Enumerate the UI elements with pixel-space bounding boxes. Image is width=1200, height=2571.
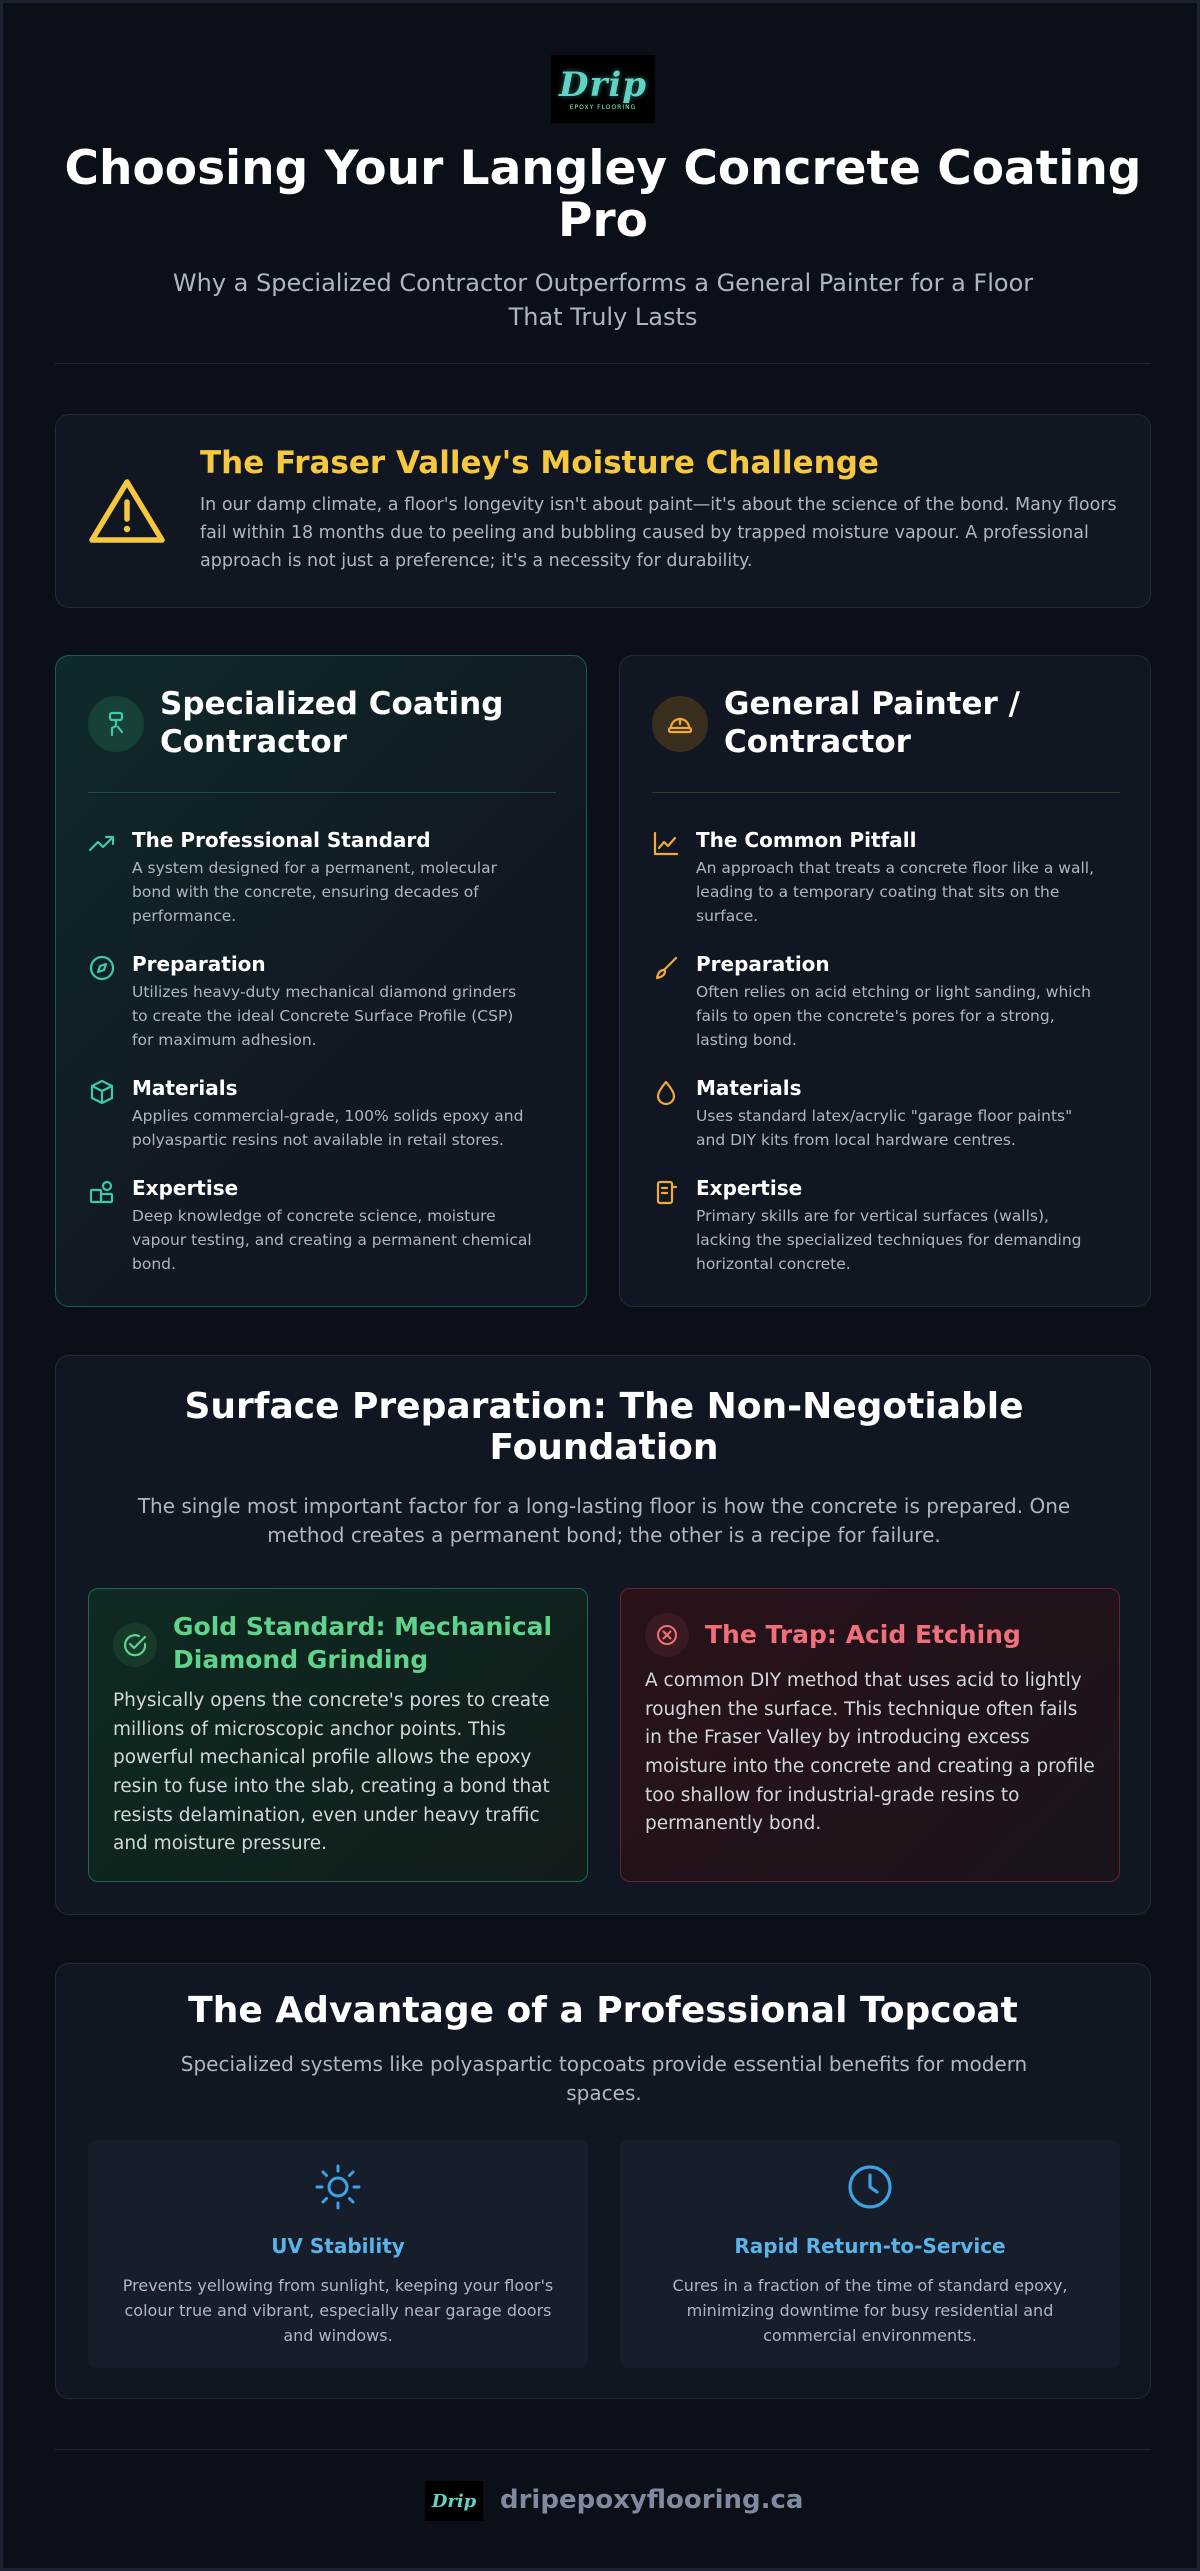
specialized-divider <box>88 792 556 793</box>
x-circle-icon <box>645 1613 689 1657</box>
logo-word: Drip <box>558 64 648 105</box>
moisture-title: The Fraser Valley's Moisture Challenge <box>200 445 879 481</box>
topcoat-card <box>55 1963 1151 2399</box>
item-text: Applies commercial-grade, 100% solids epoxy and polyaspartic resins not available in retail stores. <box>132 1107 524 1150</box>
warning-triangle-icon <box>88 477 166 549</box>
footer-divider <box>55 2449 1151 2450</box>
gold-standard-title: Gold Standard: Mechanical Diamond Grinding <box>173 1612 553 1674</box>
brush-icon <box>652 954 680 982</box>
item-text: Utilizes heavy-duty mechanical diamond grinders to create the ideal Concrete Surface Profile (CSP) for maximum adhesion. <box>132 983 517 1050</box>
feature-uv <box>88 2140 588 2368</box>
specialized-column <box>55 655 587 1307</box>
trap-title: The Trap: Acid Etching <box>705 1620 1021 1649</box>
trap-card <box>620 1588 1120 1882</box>
feature-rapid-text: Cures in a fraction of the time of standard epoxy, minimizing downtime for busy residential and commercial environments. <box>672 2276 1068 2345</box>
surface-prep-title: Surface Preparation: The Non-Negotiable Foundation <box>184 1386 1024 1469</box>
item-title: Expertise <box>696 1176 803 1200</box>
item-text: Uses standard latex/acrylic "garage floor paints" and DIY kits from local hardware centres. <box>696 1107 1073 1150</box>
droplet-icon <box>652 1078 680 1106</box>
item-title: Materials <box>696 1076 802 1100</box>
item-title: The Professional Standard <box>132 828 431 852</box>
feature-uv-title: UV Stability <box>271 2234 405 2258</box>
header-divider <box>55 363 1151 364</box>
item-title: Preparation <box>696 952 830 976</box>
footer-logo-word: Drip <box>431 2490 477 2512</box>
moisture-card <box>55 414 1151 608</box>
sun-icon <box>313 2162 363 2212</box>
check-circle-icon <box>113 1623 157 1667</box>
item-text: Deep knowledge of concrete science, moisture vapour testing, and creating a permanent chemical bond. <box>132 1207 532 1274</box>
item-title: Materials <box>132 1076 238 1100</box>
trap-text: A common DIY method that uses acid to lightly roughen the surface. This technique often fails in the Fraser Valley by introducing excess moisture into the concrete and creating a profile too shallow for industrial-grade resins to permanently bond. <box>645 1670 1095 1835</box>
paint-can-icon <box>652 1178 680 1206</box>
page-subtitle: Why a Specialized Contractor Outperforms a General Painter for a Floor That Truly Lasts <box>172 269 1034 331</box>
general-column <box>619 655 1151 1307</box>
compass-icon <box>88 954 116 982</box>
moisture-text: In our damp climate, a floor's longevity isn't about paint—it's about the science of the bond. Many floors fail within 18 months due to peeling and bubbling caused by trapped moisture vapour. A professional approach is not just a preference; it's a necessity for durability. <box>200 495 1117 571</box>
topcoat-subtitle: Specialized systems like polyaspartic topcoats provide essential benefits for modern spaces. <box>180 2052 1028 2105</box>
item-title: Expertise <box>132 1176 239 1200</box>
chart-line-icon <box>652 830 680 858</box>
topcoat-title: The Advantage of a Professional Topcoat <box>188 1990 1018 2031</box>
trend-up-icon <box>88 830 116 858</box>
item-title: Preparation <box>132 952 266 976</box>
clock-icon <box>845 2162 895 2212</box>
footer-logo <box>425 2481 483 2521</box>
tools-icon <box>88 1178 116 1206</box>
general-divider <box>652 792 1120 793</box>
item-text: Primary skills are for vertical surfaces (walls), lacking the specialized techniques for demanding horizontal concrete. <box>696 1207 1082 1274</box>
cube-icon <box>88 1078 116 1106</box>
specialized-title: Specialized Coating Contractor <box>160 686 504 760</box>
page-title: Choosing Your Langley Concrete Coating Pro <box>64 141 1142 248</box>
item-title: The Common Pitfall <box>696 828 917 852</box>
gold-standard-text: Physically opens the concrete's pores to create millions of microscopic anchor points. This powerful mechanical profile allows the epoxy resin to fuse into the slab, creating a bond that resists delamination, even under heavy traffic and moisture pressure. <box>113 1690 550 1855</box>
surface-prep-card <box>55 1355 1151 1915</box>
feature-uv-text: Prevents yellowing from sunlight, keeping your floor's colour true and vibrant, especially near garage doors and windows. <box>122 2276 554 2345</box>
logo <box>551 55 655 123</box>
gold-standard-card <box>88 1588 588 1882</box>
roller-icon <box>88 696 144 752</box>
surface-prep-subtitle: The single most important factor for a long-lasting floor is how the concrete is prepared. One method creates a permanent bond; the other is a recipe for failure. <box>137 1494 1071 1547</box>
item-text: Often relies on acid etching or light sanding, which fails to open the concrete's pores for a strong, lasting bond. <box>696 983 1091 1050</box>
feature-rapid <box>620 2140 1120 2368</box>
hard-hat-icon <box>652 696 708 752</box>
item-text: An approach that treats a concrete floor like a wall, leading to a temporary coating that sits on the surface. <box>696 859 1094 926</box>
item-text: A system designed for a permanent, molecular bond with the concrete, ensuring decades of performance. <box>132 859 498 926</box>
footer-website-link[interactable]: dripepoxyflooring.ca <box>500 2485 804 2515</box>
logo-tagline: EPOXY FLOORING <box>569 103 637 111</box>
feature-rapid-title: Rapid Return-to-Service <box>734 2234 1006 2258</box>
general-title: General Painter / Contractor <box>724 686 1020 760</box>
